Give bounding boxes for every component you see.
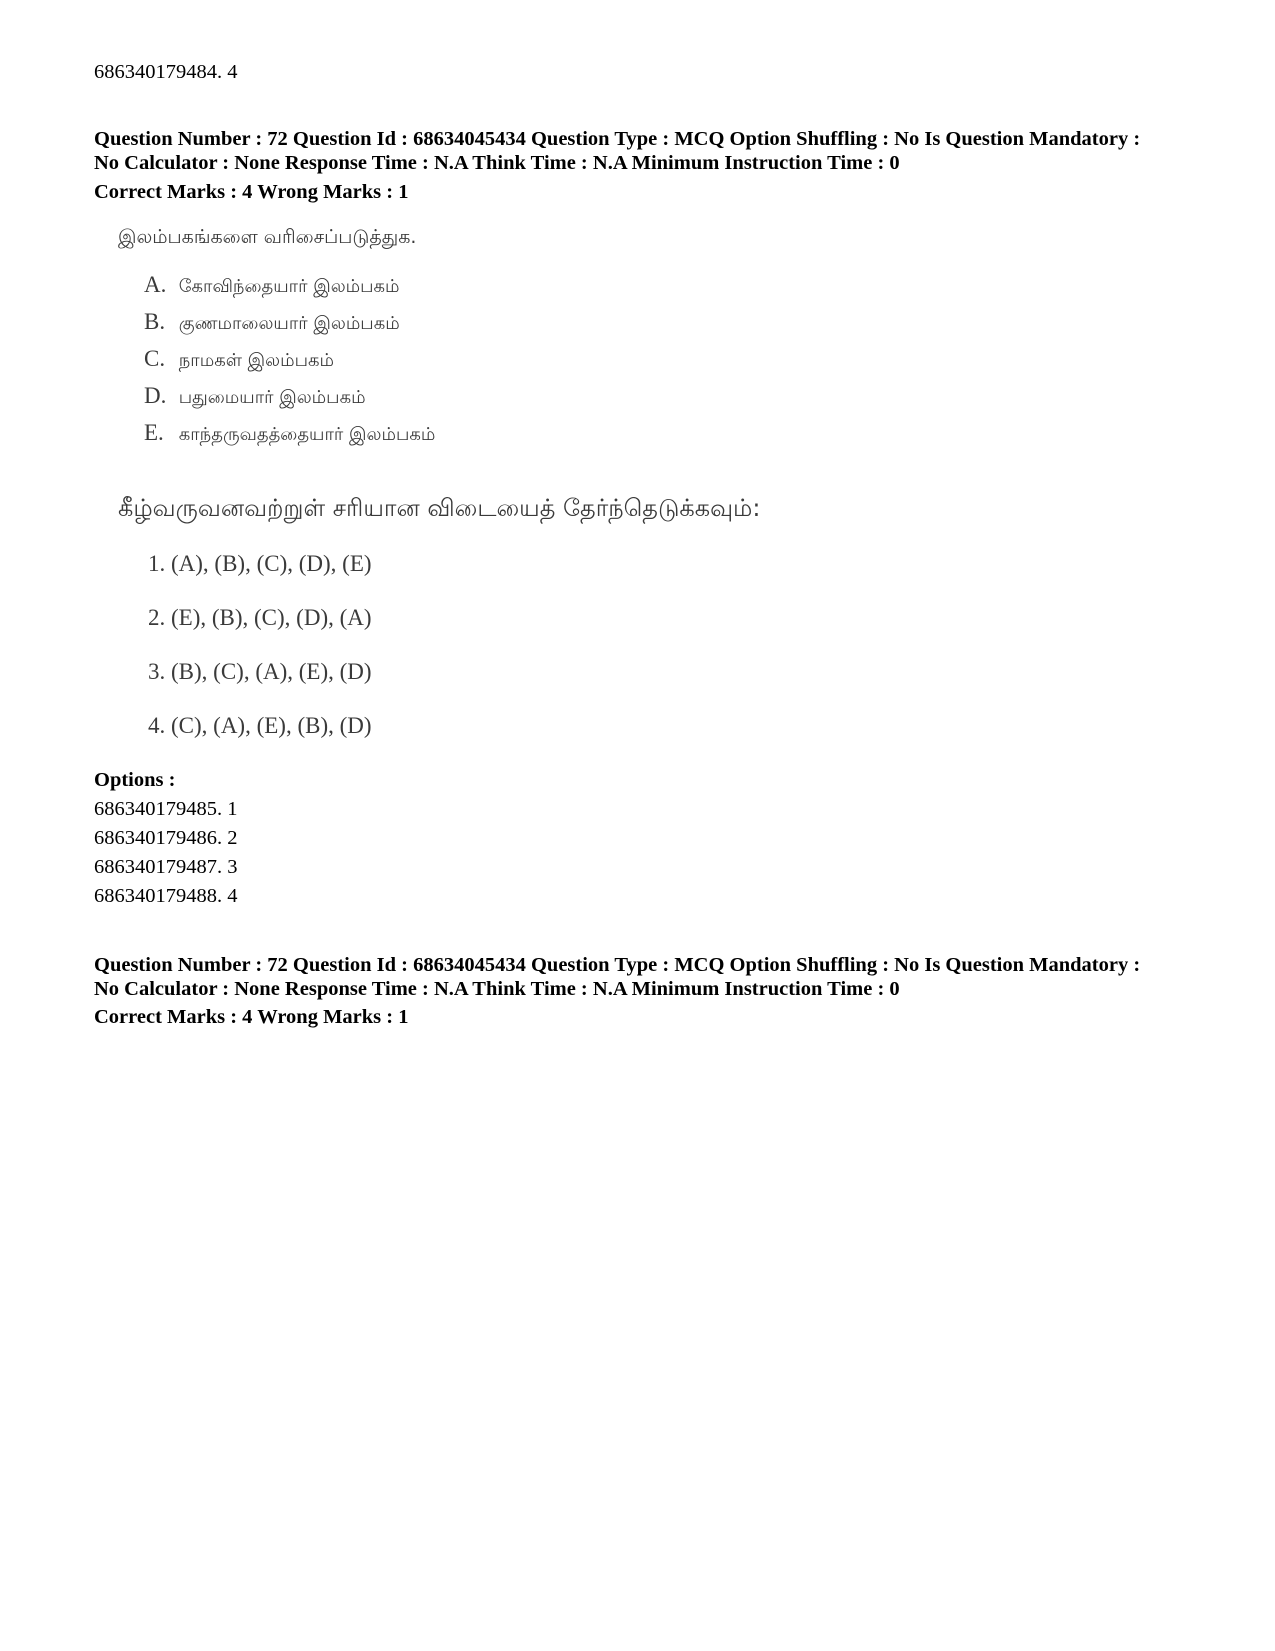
statement-text: நாமகள் இலம்பகம்	[178, 350, 334, 371]
option-item: 686340179486. 2	[94, 827, 238, 849]
question-instruction: கீழ்வருவனவற்றுள் சரியான விடையைத் தேர்ந்தெடுக்கவும்:	[118, 494, 761, 522]
question-meta-line-2: No Calculator : None Response Time : N.A Think Time : N.A Minimum Instruction Time : 0	[94, 152, 900, 174]
question-meta-line-1: Question Number : 72 Question Id : 68634045434 Question Type : MCQ Option Shuffling : No Is Question Mandatory :	[94, 128, 1141, 150]
statement-text: பதுமையார் இலம்பகம்	[178, 387, 366, 408]
question-stem: இலம்பகங்களை வரிசைப்படுத்துக.	[118, 226, 417, 248]
next-question-meta-line-1: Question Number : 72 Question Id : 68634045434 Question Type : MCQ Option Shuffling : No Is Question Mandatory :	[94, 954, 1141, 976]
question-marks: Correct Marks : 4 Wrong Marks : 1	[94, 181, 409, 203]
statement-label: A.	[144, 272, 167, 297]
statement-label: B.	[144, 309, 166, 334]
choice-2: 2. (E), (B), (C), (D), (A)	[148, 605, 372, 630]
statement-label: D.	[144, 383, 167, 408]
statement-text: கோவிந்தையார் இலம்பகம்	[178, 276, 400, 297]
choice-4: 4. (C), (A), (E), (B), (D)	[148, 713, 372, 738]
previous-option: 686340179484. 4	[94, 61, 238, 83]
statement-text: குணமாலையார் இலம்பகம்	[178, 313, 400, 334]
option-item: 686340179487. 3	[94, 856, 238, 878]
statement-label: C.	[144, 346, 166, 371]
statement-b	[144, 309, 400, 337]
choice-3: 3. (B), (C), (A), (E), (D)	[148, 659, 372, 684]
next-question-marks: Correct Marks : 4 Wrong Marks : 1	[94, 1006, 409, 1028]
statement-d	[144, 383, 366, 411]
choice-1: 1. (A), (B), (C), (D), (E)	[148, 551, 372, 576]
statement-a	[144, 272, 400, 300]
statement-e	[144, 420, 435, 448]
statement-c	[144, 346, 334, 374]
options-heading: Options :	[94, 769, 176, 791]
next-question-meta	[94, 953, 1194, 1001]
question-body	[118, 224, 918, 754]
next-question-meta-line-2: No Calculator : None Response Time : N.A Think Time : N.A Minimum Instruction Time : 0	[94, 978, 900, 1000]
question-meta	[94, 127, 1194, 175]
option-item: 686340179488. 4	[94, 885, 238, 907]
option-item: 686340179485. 1	[94, 798, 238, 820]
statement-text: காந்தருவதத்தையார் இலம்பகம்	[178, 424, 436, 445]
statement-label: E.	[144, 420, 164, 445]
